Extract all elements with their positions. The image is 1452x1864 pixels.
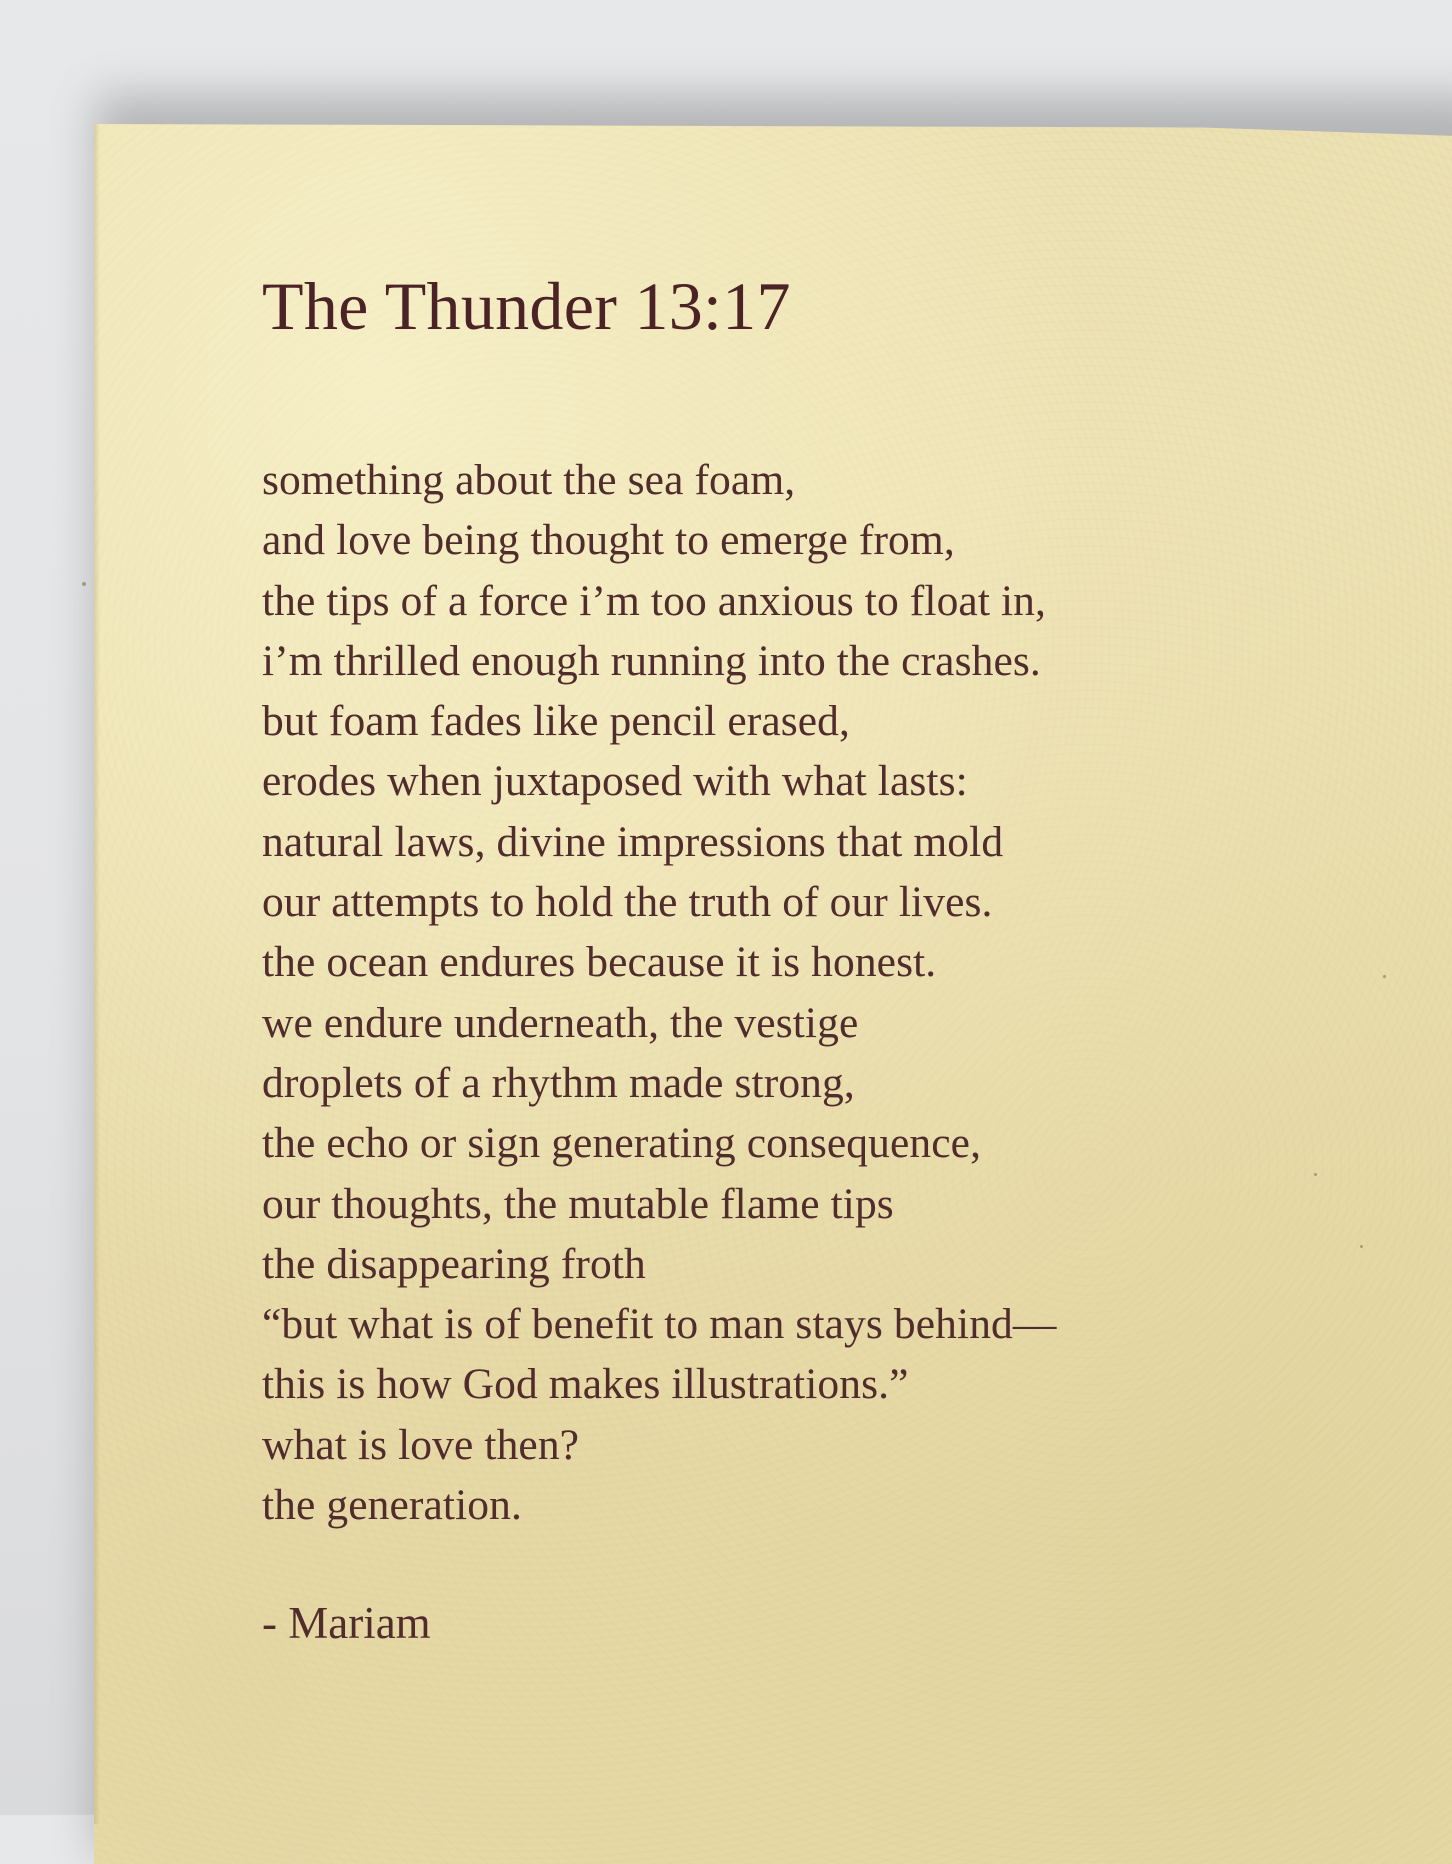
paper-speck [1360, 1245, 1363, 1248]
poem-line: what is love then? [262, 1420, 580, 1469]
poem-line: we endure underneath, the vestige [262, 998, 859, 1047]
poem-author: - Mariam [262, 1598, 431, 1649]
poem-line: something about the sea foam, [262, 456, 796, 504]
paper-speck [1314, 1173, 1317, 1176]
poem-title: The Thunder 13:17 [262, 268, 791, 344]
poem-line: but foam fades like pencil erased, [262, 697, 850, 746]
poem-line: the tips of a force i’m too anxious to float in, [262, 576, 1046, 625]
poem-line: erodes when juxtaposed with what lasts: [262, 757, 968, 806]
paper-speck [1383, 975, 1386, 978]
poem-line: our thoughts, the mutable flame tips [262, 1179, 894, 1228]
poem-line: the ocean endures because it is honest. [262, 938, 937, 987]
poem-body [262, 450, 1262, 1535]
poem-line: our attempts to hold the truth of our lives. [262, 878, 993, 927]
poem-line: the generation. [262, 1481, 522, 1530]
paper-speck [82, 582, 86, 586]
poem-line: this is how God makes illustrations.” [262, 1360, 909, 1409]
poem-line: i’m thrilled enough running into the crashes. [262, 636, 1041, 685]
poem-line: natural laws, divine impressions that mold [262, 817, 1004, 866]
poem-line: the echo or sign generating consequence, [262, 1119, 982, 1168]
poem-line: and love being thought to emerge from, [262, 516, 955, 565]
poem-line: droplets of a rhythm made strong, [262, 1058, 855, 1107]
paper-edge [94, 124, 100, 1824]
poem-line: “but what is of benefit to man stays behind— [262, 1300, 1057, 1349]
poem-line: the disappearing froth [262, 1239, 646, 1288]
poem [262, 268, 1262, 1649]
